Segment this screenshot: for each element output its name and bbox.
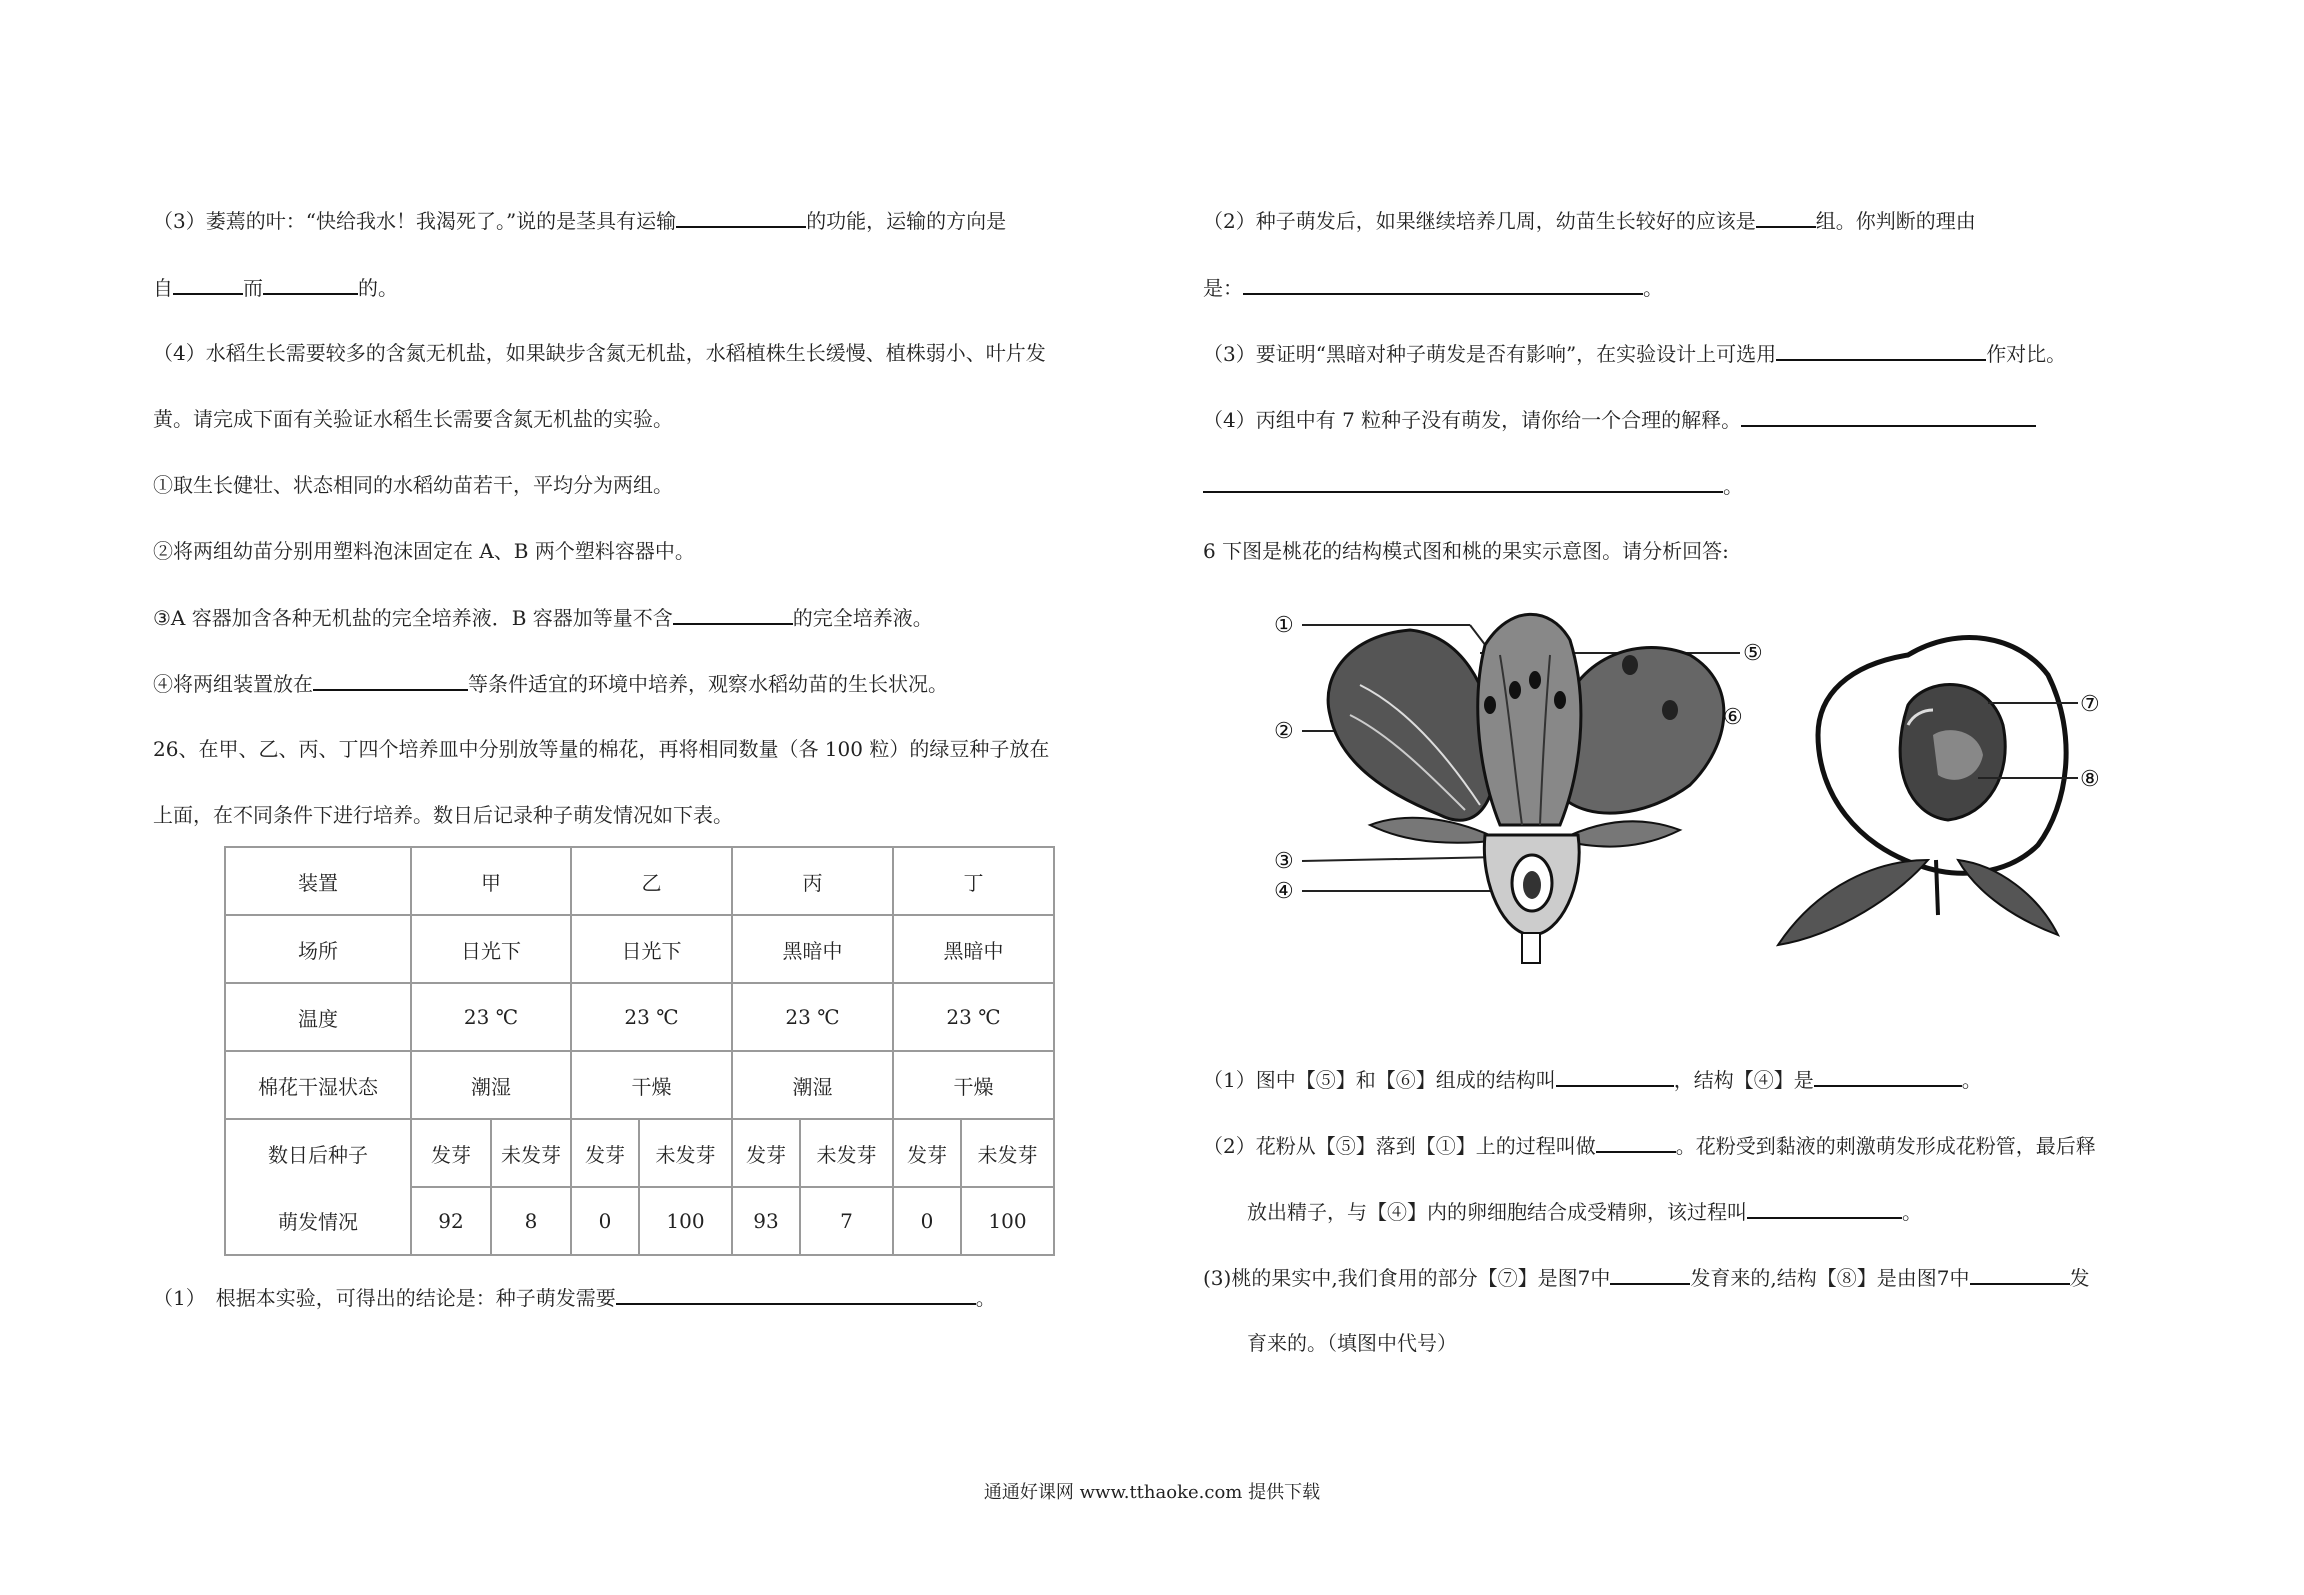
r-s3-text-b: 发育来的,结构【⑧】是由图7中: [1690, 1266, 1970, 1290]
q4-line2: 黄。请完成下面有关验证水稻生长需要含氮无机盐的实验。: [153, 407, 673, 431]
step-4-blank[interactable]: [313, 669, 468, 691]
table-cell: 0: [571, 1187, 639, 1255]
table-header-result-2: 萌发情况: [225, 1187, 411, 1255]
table-cell: 92: [411, 1187, 491, 1255]
peach-flower-diagram: [1260, 595, 1820, 965]
q3-line2: [153, 273, 398, 302]
r-s3-text-a: (3)桃的果实中,我们食用的部分【⑦】是图7中: [1203, 1266, 1611, 1290]
table-header-place: 场所: [225, 915, 411, 983]
leaf: [1778, 860, 1928, 945]
table-subheader: 发芽: [411, 1119, 491, 1187]
r-s2-text-a: （2）花粉从【⑤】落到【①】上的过程叫做: [1203, 1134, 1596, 1158]
label-6: ⑥: [1723, 705, 1743, 730]
q3-line1: [153, 206, 1006, 235]
r-q2-line2: [1203, 273, 1663, 302]
table-subheader: 未发芽: [961, 1119, 1054, 1187]
table-cell: 日光下: [571, 915, 732, 983]
table-cell: 23 ℃: [893, 983, 1054, 1051]
label-1: ①: [1274, 613, 1294, 638]
q26-line1: 26、在甲、乙、丙、丁四个培养皿中分别放等量的棉花，再将相同数量（各 100 粒）的绿豆种子放在: [153, 737, 1050, 761]
r-q2-end: 。: [1643, 276, 1663, 300]
label-3: ③: [1274, 849, 1294, 874]
table-subheader: 发芽: [571, 1119, 639, 1187]
table-cell: 7: [800, 1187, 893, 1255]
r-q4-line2: [1203, 471, 1743, 500]
label-2: ②: [1274, 719, 1294, 744]
table-cell: 0: [893, 1187, 961, 1255]
q3-text-b: 的功能，运输的方向是: [806, 209, 1007, 233]
r-q2-text-b: 组。你判断的理由: [1815, 209, 1976, 233]
step-3-blank[interactable]: [673, 603, 793, 625]
step-4: [153, 669, 948, 698]
table-cell: 黑暗中: [893, 915, 1054, 983]
r-q2-blank-reason[interactable]: [1243, 273, 1643, 295]
table-row: [225, 983, 1054, 1051]
label-4: ④: [1274, 879, 1294, 904]
r-q2-blank-group[interactable]: [1756, 206, 1816, 228]
r-s2-line2-text: 放出精子，与【④】内的卵细胞结合成受精卵，该过程叫: [1247, 1200, 1747, 1224]
r-s2-text-b: 。花粉受到黏液的刺激萌发形成花粉管，最后释: [1675, 1134, 2096, 1158]
q26-1-end: 。: [975, 1286, 996, 1310]
table-cell: 23 ℃: [571, 983, 732, 1051]
table-cell: 100: [961, 1187, 1054, 1255]
footer-credit: 通通好课网 www.tthaoke.com 提供下载: [983, 1482, 1321, 1503]
table-cell: 潮湿: [411, 1051, 571, 1119]
r-q2-line1: [1203, 206, 1976, 235]
table-row: [225, 847, 1054, 915]
r-q3-blank[interactable]: [1776, 339, 1986, 361]
table-cell: 23 ℃: [411, 983, 571, 1051]
step-2: ②将两组幼苗分别用塑料泡沫固定在 A、B 两个塑料容器中。: [153, 539, 695, 563]
table-header-result-1: 数日后种子: [225, 1119, 411, 1187]
r-s2-line2: [1247, 1197, 1922, 1226]
r-s1-text-a: （1）图中【⑤】和【⑥】组成的结构叫: [1203, 1068, 1556, 1092]
q26-1: [153, 1283, 996, 1312]
label-7: ⑦: [2080, 692, 2100, 717]
table-subheader: 未发芽: [800, 1119, 893, 1187]
label-5: ⑤: [1743, 641, 1763, 666]
r-s1-text-b: ，结构【④】是: [1673, 1068, 1814, 1092]
r-s1-end: 。: [1961, 1068, 1982, 1092]
q3-end: 的。: [358, 276, 398, 300]
r-q4-blank-2[interactable]: [1203, 471, 1723, 493]
r-q4-end: 。: [1723, 474, 1743, 498]
table-subheader: 未发芽: [639, 1119, 732, 1187]
table-row: [225, 1119, 1054, 1187]
r-s3-blank-1[interactable]: [1610, 1263, 1690, 1285]
r-s3-text-c: 发: [2069, 1266, 2090, 1290]
r-q2-reason-label: 是：: [1203, 276, 1243, 300]
q3-from-label: 自: [153, 276, 173, 300]
q3-blank-from[interactable]: [173, 273, 243, 295]
r-s2-blank-2[interactable]: [1747, 1197, 1902, 1219]
table-col-jia: 甲: [411, 847, 571, 915]
step-4-text-a: ④将两组装置放在: [153, 672, 313, 696]
table-header-cotton: 棉花干湿状态: [225, 1051, 411, 1119]
step-3: [153, 603, 933, 632]
table-cell: 干燥: [893, 1051, 1054, 1119]
r-s1: [1203, 1065, 1982, 1094]
q3-text-a: （3）萎蔫的叶：“快给我水！我渴死了。”说的是茎具有运输: [153, 209, 677, 233]
table-cell: 93: [732, 1187, 800, 1255]
r-s2-blank-1[interactable]: [1596, 1131, 1676, 1153]
q26-1-text: （1） 根据本实验，可得出的结论是：种子萌发需要: [153, 1286, 616, 1310]
table-cell: 日光下: [411, 915, 571, 983]
table-col-bing: 丙: [732, 847, 893, 915]
table-subheader: 未发芽: [491, 1119, 571, 1187]
r-q3: [1203, 339, 2066, 368]
table-cell: 潮湿: [732, 1051, 893, 1119]
r-q3-text-b: 作对比。: [1986, 342, 2067, 366]
table-row: [225, 915, 1054, 983]
q26-1-blank[interactable]: [616, 1283, 976, 1305]
q4-line1: （4）水稻生长需要较多的含氮无机盐，如果缺步含氮无机盐，水稻植株生长缓慢、植株弱小、叶片发: [153, 341, 1046, 365]
q3-to-label: 而: [243, 276, 263, 300]
q3-blank-function[interactable]: [676, 206, 806, 228]
r-s3-line2: 育来的。（填图中代号）: [1247, 1331, 1457, 1355]
table-cell: 100: [639, 1187, 732, 1255]
experiment-table: [224, 846, 1055, 1256]
table-header-temp: 温度: [225, 983, 411, 1051]
step-3-text-a: ③A 容器加含各种无机盐的完全培养液．B 容器加等量不含: [153, 606, 673, 630]
table-cell: 8: [491, 1187, 571, 1255]
table-col-yi: 乙: [571, 847, 732, 915]
table-cell: 黑暗中: [732, 915, 893, 983]
table-subheader: 发芽: [732, 1119, 800, 1187]
step-3-text-b: 的完全培养液。: [792, 606, 933, 630]
r-q2-text-a: （2）种子萌发后，如果继续培养几周，幼苗生长较好的应该是: [1203, 209, 1756, 233]
stalk: [1522, 933, 1540, 963]
r-s3-blank-2[interactable]: [1970, 1263, 2070, 1285]
r-s1-blank-2[interactable]: [1814, 1065, 1962, 1087]
petal-right: [1560, 648, 1724, 814]
r-s2-line2-end: 。: [1902, 1200, 1922, 1224]
r-s1-blank-1[interactable]: [1556, 1065, 1674, 1087]
r-q4-text: （4）丙组中有 7 粒种子没有萌发，请你给一个合理的解释。: [1203, 408, 1742, 432]
table-header-device: 装置: [225, 847, 411, 915]
table-row: [225, 1187, 1054, 1255]
table-cell: 干燥: [571, 1051, 732, 1119]
r-q3-text-a: （3）要证明“黑暗对种子萌发是否有影响”，在实验设计上可选用: [1203, 342, 1777, 366]
step-4-text-b: 等条件适宜的环境中培养，观察水稻幼苗的生长状况。: [468, 672, 948, 696]
table-row: [225, 1051, 1054, 1119]
table-cell: 23 ℃: [732, 983, 893, 1051]
r-q4-blank-1[interactable]: [1741, 405, 2036, 427]
label-8: ⑧: [2080, 767, 2100, 792]
r-s3: [1203, 1263, 2090, 1292]
petal-center: [1478, 614, 1581, 825]
ovule: [1523, 871, 1541, 899]
table-subheader: 发芽: [893, 1119, 961, 1187]
r-q6-title: 6 下图是桃花的结构模式图和桃的果实示意图。请分析回答:: [1203, 539, 1729, 563]
q3-blank-to[interactable]: [263, 273, 358, 295]
q26-line2: 上面，在不同条件下进行培养。数日后记录种子萌发情况如下表。: [153, 803, 733, 827]
table-col-ding: 丁: [893, 847, 1054, 915]
r-q4: [1203, 405, 2036, 434]
r-s2: [1203, 1131, 2096, 1160]
step-1: ①取生长健壮、状态相同的水稻幼苗若干，平均分为两组。: [153, 473, 673, 497]
peach-fruit-diagram: [1758, 615, 2128, 965]
